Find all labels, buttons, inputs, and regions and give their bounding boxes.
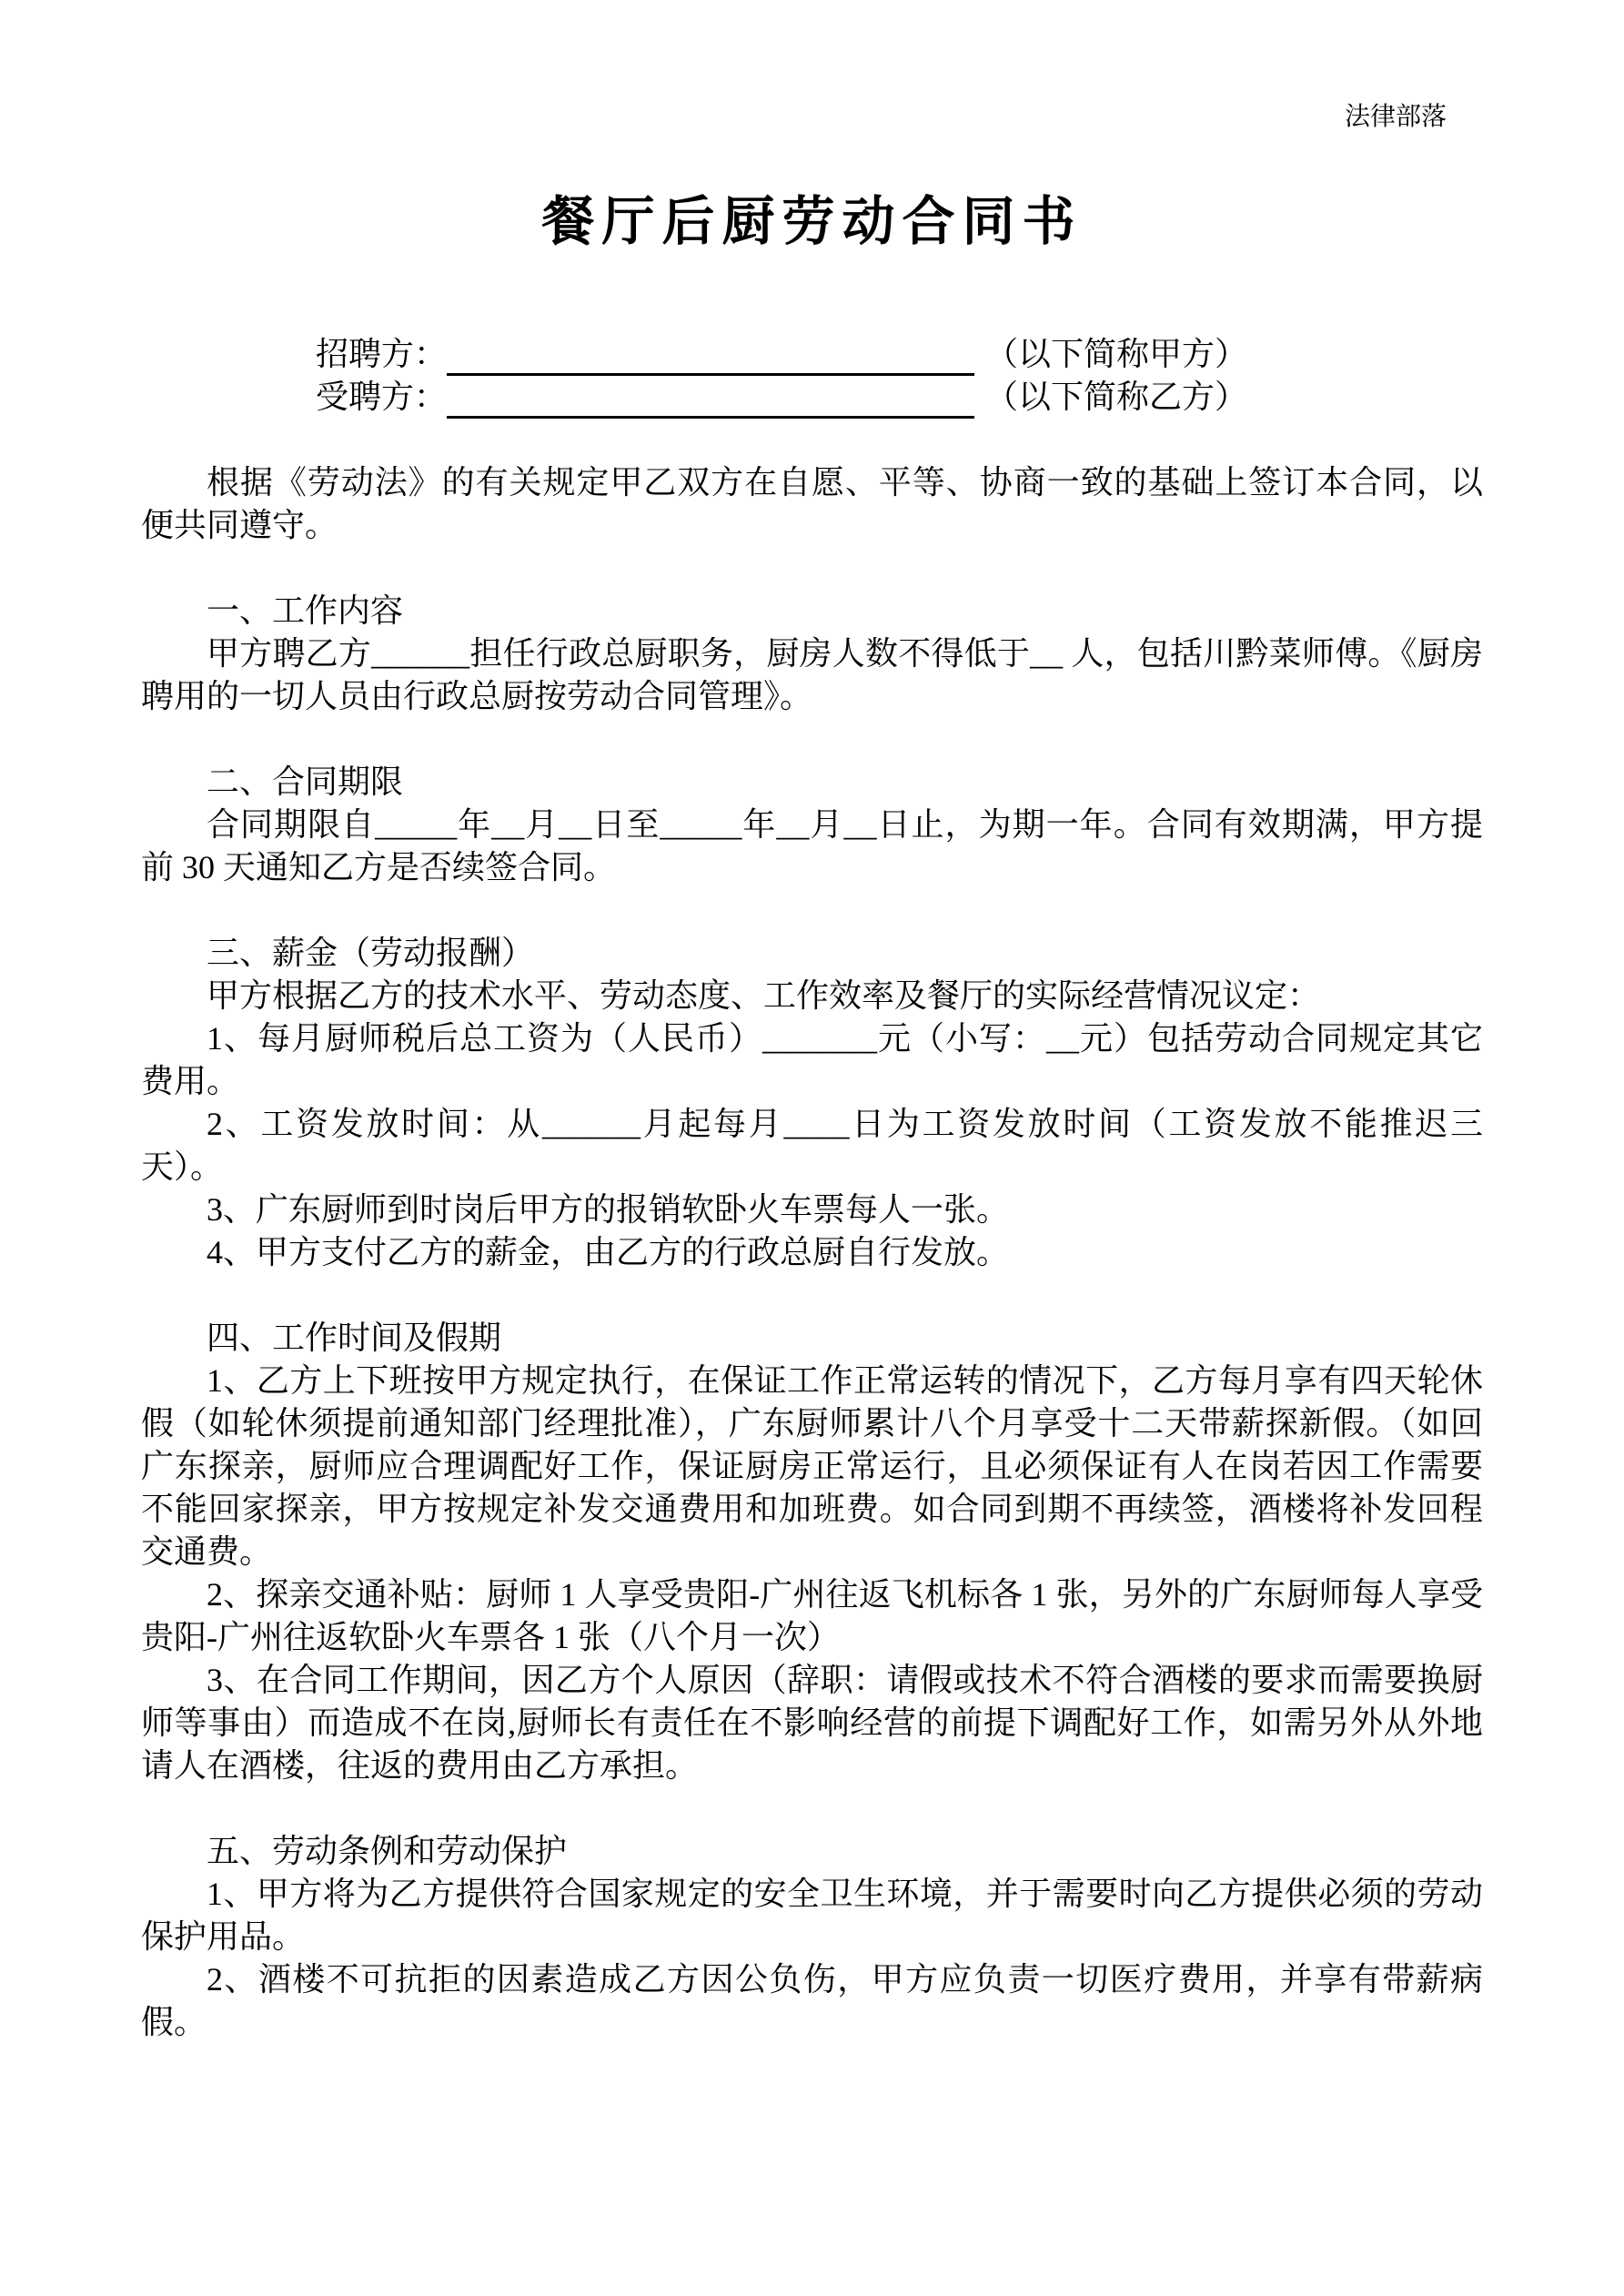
party-line-employee <box>316 376 1483 419</box>
paragraph: 1、乙方上下班按甲方规定执行，在保证工作正常运转的情况下，乙方每月享有四天轮休假（如轮休须提前通知部门经理批准），广东厨师累计八个月享受十二天带薪探新假。（如回广东探亲，厨师应合理调配好工作，保证厨房正常运行，且必须保证有人在岗若因工作需要不能回家探亲，甲方按规定补发交通费用和加班费。如合同到期不再续签，酒楼将补发回程交通费。 <box>141 1362 1483 1570</box>
paragraph: 1、甲方将为乙方提供符合国家规定的安全卫生环境，并于需要时向乙方提供必须的劳动保护用品。 <box>141 1876 1483 1955</box>
paragraph: 2、酒楼不可抗拒的因素造成乙方因公负伤，甲方应负责一切医疗费用，并享有带薪病假。 <box>141 1961 1483 2040</box>
fill-in-blank-employer <box>447 339 974 376</box>
party-label-employer: 招聘方： <box>316 336 448 372</box>
section-heading: 四、工作时间及假期 <box>207 1320 502 1356</box>
paragraph: 甲方聘乙方______担任行政总厨职务，厨房人数不得低于__ 人，包括川黔菜师傅。《厨房聘用的一切人员由行政总厨按劳动合同管理》。 <box>141 635 1483 714</box>
party-label-employee: 受聘方： <box>316 379 448 415</box>
section-heading: 二、合同期限 <box>207 764 404 800</box>
party-suffix-employee: （以下简称乙方） <box>985 379 1248 415</box>
paragraph: 甲方根据乙方的技术水平、劳动态度、工作效率及餐厅的实际经营情况议定： <box>207 977 1321 1014</box>
section-labor-protection <box>141 1830 1483 2044</box>
paragraph: 2、工资发放时间：从______月起每月____日为工资发放时间（工资发放不能推迟三天）。 <box>141 1106 1483 1185</box>
paragraph: 2、探亲交通补贴：厨师 1 人享受贵阳-广州往返飞机标各 1 张，另外的广东厨师每人享受贵阳-广州往返软卧火车票各 1 张（八个月一次） <box>141 1576 1483 1655</box>
party-line-employer <box>316 333 1483 376</box>
paragraph: 1、每月厨师税后总工资为（人民币）_______元（小写：__元）包括劳动合同规定其它费用。 <box>141 1020 1483 1099</box>
parties-block <box>316 333 1483 419</box>
paragraph: 3、广东厨师到时岗后甲方的报销软卧火车票每人一张。 <box>207 1191 1010 1228</box>
section-hours-holidays <box>141 1317 1483 1787</box>
paragraph: 3、在合同工作期间，因乙方个人原因（辞职：请假或技术不符合酒楼的要求而需要换厨师等事由）而造成不在岗,厨师长有责任在不影响经营的前提下调配好工作，如需另外从外地请人在酒楼，往返的费用由乙方承担。 <box>141 1662 1483 1784</box>
section-salary <box>141 932 1483 1274</box>
paragraph: 4、甲方支付乙方的薪金，由乙方的行政总厨自行发放。 <box>207 1234 1010 1270</box>
section-heading: 一、工作内容 <box>207 592 404 629</box>
paragraph: 合同期限自_____年__月__日至_____年__月__日止，为期一年。合同有效期满，甲方提前 30 天通知乙方是否续签合同。 <box>141 806 1483 885</box>
document-title: 餐厅后厨劳动合同书 <box>541 192 1083 251</box>
intro-paragraph: 根据《劳动法》的有关规定甲乙双方在自愿、平等、协商一致的基础上签订本合同，以便共同遵守。 <box>141 464 1483 543</box>
section-work-content <box>141 590 1483 718</box>
party-suffix-employer: （以下简称甲方） <box>985 336 1248 372</box>
section-heading: 三、薪金（劳动报酬） <box>207 935 535 971</box>
watermark-brand: 法律部落 <box>1344 103 1447 131</box>
fill-in-blank-employee <box>447 381 974 419</box>
section-heading: 五、劳动条例和劳动保护 <box>207 1833 568 1869</box>
section-contract-term <box>141 761 1483 889</box>
